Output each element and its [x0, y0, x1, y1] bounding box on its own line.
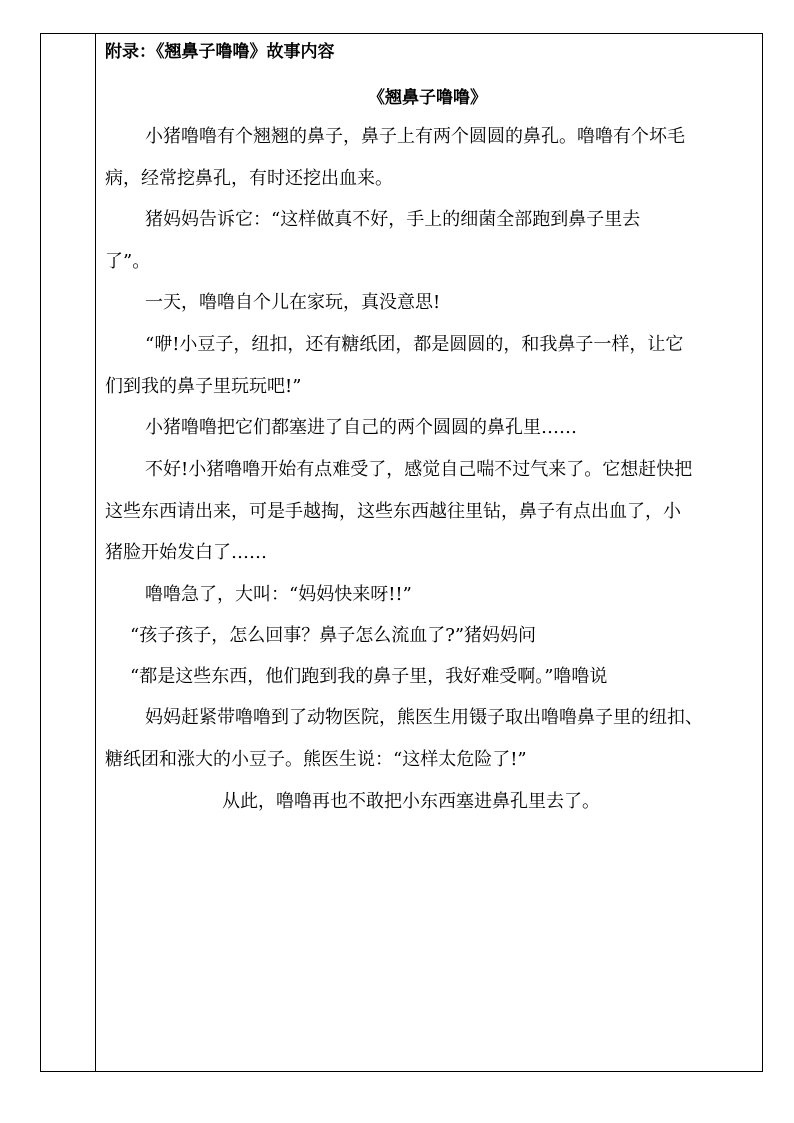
story-line: “都是这些东西，他们跑到我的鼻子里，我好难受啊。”噜噜说 [130, 666, 608, 687]
story-line: 猪妈妈告诉它：“这样做真不好，手上的细菌全部跑到鼻子里去 [145, 209, 641, 230]
story-line: “咿!小豆子，纽扣，还有糖纸团，都是圆圆的，和我鼻子一样，让它 [145, 334, 684, 355]
story-line: 妈妈赶紧带噜噜到了动物医院，熊医生用镊子取出噜噜鼻子里的纽扣、 [145, 707, 703, 728]
story-line: 猪脸开始发白了…… [105, 542, 267, 563]
story-line: 从此，噜噜再也不敢把小东西塞进鼻孔里去了。 [222, 791, 600, 812]
story-line: 小猪噜噜把它们都塞进了自己的两个圆圆的鼻孔里…… [145, 417, 577, 438]
story-line: 们到我的鼻子里玩玩吧!” [105, 376, 302, 397]
story-line: 不好!小猪噜噜开始有点难受了，感觉自己喘不过气来了。它想赶快把 [145, 459, 693, 480]
appendix-heading: 附录：《翘鼻子噜噜》故事内容 [105, 42, 335, 62]
story-line: 这些东西请出来，可是手越掏，这些东西越往里钻，鼻子有点出血了，小 [105, 501, 681, 522]
story-line: 噜噜急了，大叫：“妈妈快来呀!!” [145, 584, 412, 605]
story-line: 一天，噜噜自个儿在家玩，真没意思! [145, 292, 441, 313]
story-line: 小猪噜噜有个翘翘的鼻子，鼻子上有两个圆圆的鼻孔。噜噜有个坏毛 [145, 126, 685, 147]
column-divider [95, 33, 96, 1072]
story-line: “孩子孩子，怎么回事？鼻子怎么流血了?”猪妈妈问 [130, 625, 537, 646]
story-title: 《翘鼻子噜噜》 [368, 88, 487, 108]
story-line: 了”。 [105, 251, 151, 272]
story-line: 病，经常挖鼻孔，有时还挖出血来。 [105, 168, 393, 189]
story-line: 糖纸团和涨大的小豆子。熊医生说：“这样太危险了!” [105, 749, 527, 770]
